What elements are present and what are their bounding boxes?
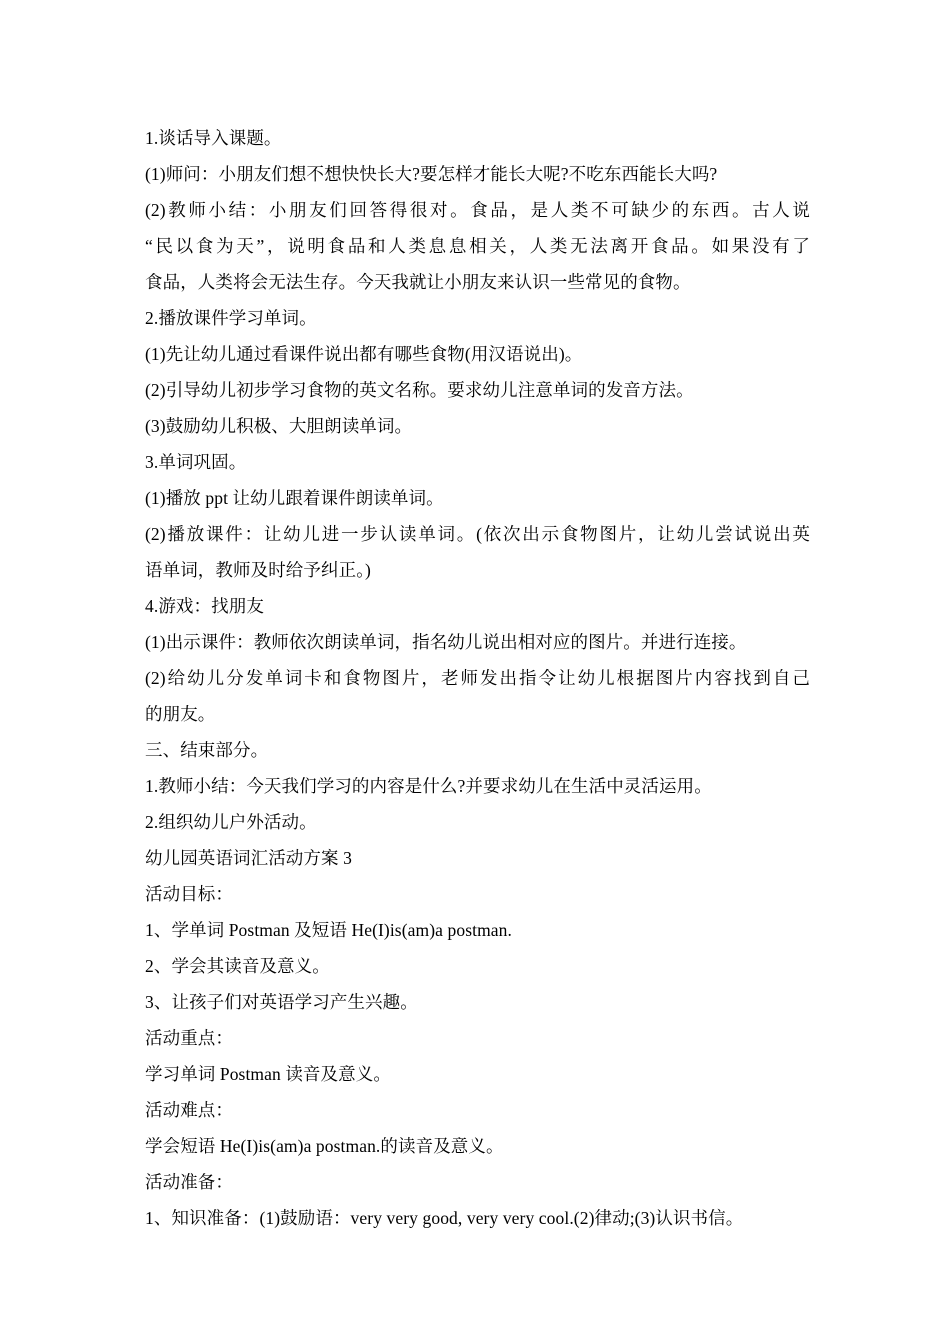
subheading: 活动重点： — [145, 1028, 233, 1048]
text-line: 学习单词 Postman 读音及意义。 — [145, 1064, 391, 1084]
subheading: 活动难点： — [145, 1100, 233, 1120]
text-line: 2.组织幼儿户外活动。 — [145, 812, 317, 832]
text-line: (2)引导幼儿初步学习食物的英文名称。要求幼儿注意单词的发音方法。 — [145, 380, 694, 400]
text-line: 1.教师小结：今天我们学习的内容是什么?并要求幼儿在生活中灵活运用。 — [145, 776, 712, 796]
text-line: 3、让孩子们对英语学习产生兴趣。 — [145, 992, 418, 1012]
text-line: (1)师问：小朋友们想不想快快长大?要怎样才能长大呢?不吃东西能长大吗? — [145, 164, 718, 184]
document-body — [145, 120, 810, 1236]
text-line: (1)出示课件：教师依次朗读单词，指名幼儿说出相对应的图片。并进行连接。 — [145, 632, 747, 652]
section-heading: 三、结束部分。 — [145, 740, 269, 760]
text-line: 2、学会其读音及意义。 — [145, 956, 330, 976]
section-title: 幼儿园英语词汇活动方案 3 — [145, 848, 352, 868]
text-line: (1)先让幼儿通过看课件说出都有哪些食物(用汉语说出)。 — [145, 344, 583, 364]
text-line: “民以食为天”，说明食品和人类息息相关，人类无法离开食品。如果没有了 — [145, 236, 810, 256]
text-line: 1.谈话导入课题。 — [145, 128, 282, 148]
text-line: 3.单词巩固。 — [145, 452, 247, 472]
subheading: 活动目标： — [145, 884, 233, 904]
text-line: 1、学单词 Postman 及短语 He(I)is(am)a postman. — [145, 920, 512, 940]
text-line: 4.游戏：找朋友 — [145, 596, 264, 616]
text-line: (2)给幼儿分发单词卡和食物图片，老师发出指令让幼儿根据图片内容找到自己 — [145, 668, 810, 688]
text-line: 学会短语 He(I)is(am)a postman.的读音及意义。 — [145, 1136, 504, 1156]
text-line: 1、知识准备：(1)鼓励语：very very good, very very cool.(2)律动;(3)认识书信。 — [145, 1208, 744, 1228]
text-line: 的朋友。 — [145, 704, 216, 724]
text-line: (3)鼓励幼儿积极、大胆朗读单词。 — [145, 416, 413, 436]
text-line: 语单词，教师及时给予纠正。) — [145, 560, 371, 580]
text-line: 食品，人类将会无法生存。今天我就让小朋友来认识一些常见的食物。 — [145, 272, 691, 292]
text-line: (2)播放课件：让幼儿进一步认读单词。(依次出示食物图片，让幼儿尝试说出英 — [145, 524, 810, 544]
text-line: 2.播放课件学习单词。 — [145, 308, 317, 328]
text-line: (1)播放 ppt 让幼儿跟着课件朗读单词。 — [145, 488, 444, 508]
text-line: (2)教师小结：小朋友们回答得很对。食品，是人类不可缺少的东西。古人说 — [145, 200, 810, 220]
subheading: 活动准备： — [145, 1172, 233, 1192]
